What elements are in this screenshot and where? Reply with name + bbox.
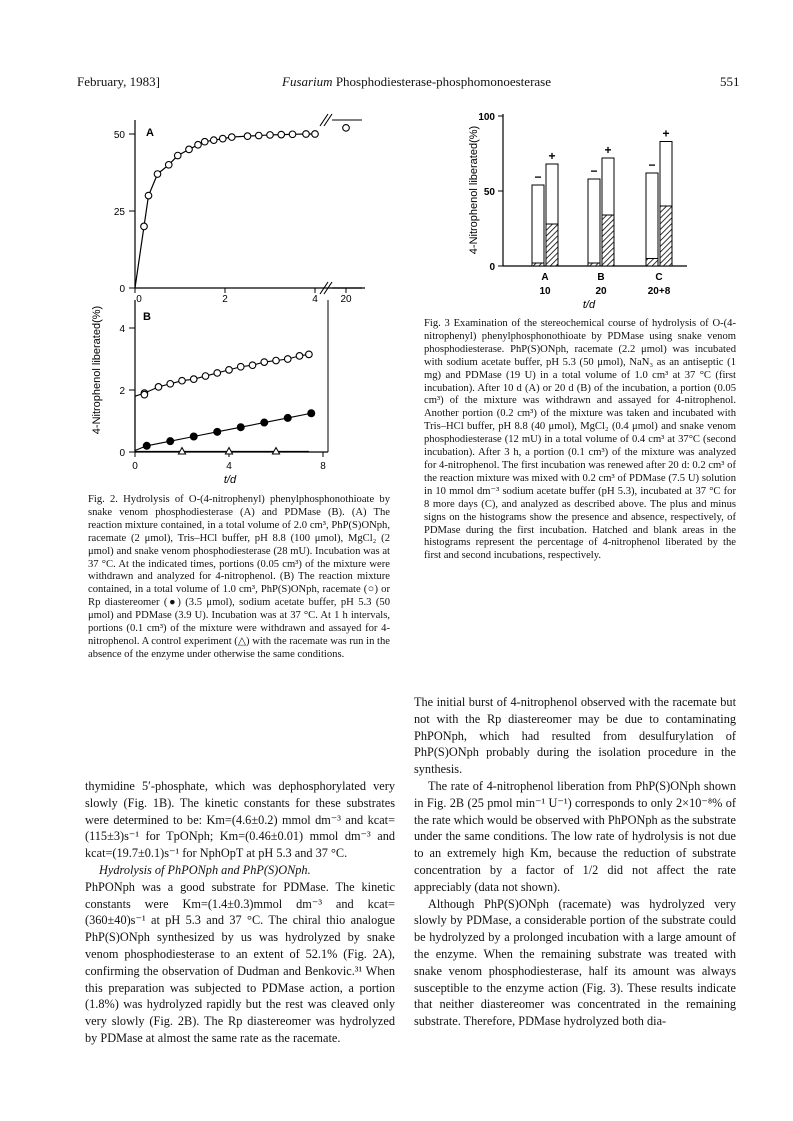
fig2-b-racemate-point	[226, 367, 233, 374]
fig3-bar-blank	[602, 158, 614, 215]
fig3-ylabel: 4-Nitrophenol liberated(%)	[468, 125, 480, 255]
fig3-group-days: 20+8	[647, 286, 671, 297]
fig2-b-racemate-point	[155, 384, 162, 391]
fig2-a-data-point	[165, 162, 172, 169]
figure-2	[80, 100, 440, 495]
left-paragraph-1: thymidine 5′-phosphate, which was dephosphorylated very slowly (Fig. 1B). The kinetic constants for these substrates were determined to be: Km=(4.6±0.2) mmol dm⁻³ and kcat=(115±3)s⁻¹ for TpONph; Km=(0.46±0.01) mmol dm⁻³ and kcat=(19.7±0.1)s⁻¹ for NphOpT at pH 5.3 and 37 °C.	[85, 779, 395, 861]
fig2-b-racemate-point	[284, 356, 291, 363]
fig2-b-racemate-point	[261, 359, 268, 366]
fig2-a-data-point	[145, 192, 152, 199]
fig2-b-ytick-label: 2	[119, 386, 125, 397]
fig2-b-racemate-point	[167, 381, 174, 388]
fig2-a-ytick-label: 0	[119, 284, 125, 295]
axis-break-slash	[324, 114, 332, 126]
fig2-b-control-point	[272, 448, 279, 454]
fig2-b-xtick-label: 4	[226, 461, 232, 472]
fig2-a-axis-break-top	[320, 114, 332, 126]
fig3-group-label: A	[541, 272, 549, 283]
fig3-bar-blank	[588, 179, 600, 263]
axis-break-slash	[320, 114, 328, 126]
running-header-title	[282, 74, 551, 90]
fig2-b-rp-point	[284, 414, 291, 421]
fig2-a-data-point	[154, 171, 161, 178]
fig2-a-data-point	[195, 141, 202, 148]
fig2-ylabel: 4-Nitrophenol liberated(%)	[91, 305, 103, 435]
fig2-b-racemate-point	[249, 362, 256, 369]
fig2-b-racemate-point	[141, 391, 148, 398]
fig3-caption: Fig. 3 Examination of the stereochemical course of hydrolysis of O-(4-nitrophenyl) phenylphosphonothioate by PDMase using snake venom phosphodiesterase. PhP(S)ONph, racemate (2.2 μmol) was incubated with sodium acetate buffer, pH 5.3 (50 μmol), NaN₃ as an antiseptic (1 mg) and PDMase (19 U) in a total volume of 1.0 cm³ at 37 °C (first incubation). After 10 d (A) or 20 d (B) of the incubation, a portion (0.05 cm³) of the mixture was withdrawn and assayed for 4-nitrophenol. Another portion (0.2 cm³) of the mixture was taken and incubated with Tris–HCl buffer, pH 8.8 (40 μmol), MgCl₂ (0.4 μmol) and snake venom phosphodiesterase (12 mU) in a total volume of 0.4 cm³ at 37°C (second incubation). After 3 h, a portion (0.1 cm³) of the mixture was analyzed for 4-nitrophenol. The first incubation was renewed after 20 d: 0.2 cm³ of the reaction mixture was mixed with 0.2 cm³ of PDMase (7.5 U) solution in 10 mmol dm⁻³ sodium acetate buffer (pH 5.3), incubated at 37 °C for 8 more days (C), and analyzed as described above. The plus and minus signs on the histograms show the presence and absence, respectively, of PDMase during the first incubation. Hatched and blank areas in the histograms represent the percentage of 4-nitrophenol liberated by the first and second incubations, respectively.	[424, 318, 736, 562]
figure-3	[455, 106, 755, 311]
right-paragraph-2: The rate of 4-nitrophenol liberation from PhP(S)ONph shown in Fig. 2B (25 pmol min⁻¹ U⁻¹) corresponds to only 2×10⁻⁸% of the rate which would be observed with PhPONph as the substrate under the same conditions. The low rate of hydrolysis is not due to an extremely high Km, because the reduction of substrate concentration by a factor of 1/2 did not affect the rate appreciably (data not shown).	[414, 778, 736, 894]
fig3-bar-hatched	[660, 206, 672, 266]
fig2-a-data-point	[267, 132, 274, 139]
fig3-plus-sign: +	[662, 126, 670, 141]
fig2-a-data-point	[174, 152, 181, 159]
fig2-b-xtick-label: 0	[132, 461, 138, 472]
page-number: 551	[720, 74, 740, 89]
fig3-minus-sign: −	[648, 158, 656, 172]
fig2-b-ytick-label: 0	[119, 448, 125, 459]
fig2-a-data-point	[228, 134, 235, 141]
fig2-a-xtick-label: 4	[312, 294, 318, 305]
fig3-bar-blank	[532, 185, 544, 263]
journal-italic: Fusarium	[282, 74, 333, 89]
fig2-a-data-point	[141, 223, 148, 230]
fig3-group-label: B	[597, 272, 605, 283]
fig2-a-data-point	[210, 137, 217, 144]
fig2-a-data-point	[289, 131, 296, 138]
fig2-a-xtick-label: 2	[222, 294, 228, 305]
fig2-b-rp-point	[190, 433, 197, 440]
fig2-a-data-point	[201, 138, 208, 145]
right-column-text	[414, 694, 736, 1030]
fig2-a-data-point	[343, 125, 350, 132]
fig3-plus-sign: +	[548, 149, 556, 163]
fig3-ytick-label: 50	[483, 187, 495, 198]
fig2-b-rp-point	[237, 424, 244, 431]
fig3-ytick-label: 100	[478, 112, 495, 123]
fig3-minus-sign: −	[534, 170, 542, 184]
left-column-text	[85, 778, 395, 1047]
journal-rest: Phosphodiesterase-phosphomonoesterase	[332, 74, 551, 89]
fig2-b-racemate-line	[135, 354, 309, 452]
fig2-a-data-point	[303, 131, 310, 138]
right-paragraph-3: Although PhP(S)ONph (racemate) was hydrolyzed very slowly by PDMase, a considerable portion of the substrate could be hydrolyzed by a prolonged incubation with a large amount of the enzyme. When the remaining substrate was treated with snake venom phosphodiesterase, half its amount was always susceptible to the enzyme action (Fig. 3). These results indicate that neither diastereomer was concentrated in the remaining substrate. Therefore, PDMase hydrolyzed both dia-	[414, 896, 736, 1029]
right-paragraph-1: The initial burst of 4-nitrophenol observed with the racemate but not with the Rp diastereomer may be due to contaminating PhPONph, which had resulted from desulfurylation of PhP(S)ONph probably during the isolation procedure in the synthesis.	[414, 695, 736, 777]
fig2-b-racemate-point	[202, 373, 209, 380]
fig3-bar-blank	[660, 142, 672, 207]
fig2-b-rp-point	[214, 428, 221, 435]
fig2-a-curve	[135, 134, 315, 288]
fig3-xlabel: t/d	[582, 299, 596, 311]
fig2-b-racemate-point	[190, 376, 197, 383]
fig3-bar-hatched	[646, 259, 658, 267]
fig2-b-control-point	[225, 448, 232, 454]
fig3-minus-sign: −	[590, 164, 598, 178]
fig2-panel-b-label: B	[143, 311, 151, 323]
fig2-caption: Fig. 2. Hydrolysis of O-(4-nitrophenyl) phenylphosphonothioate by snake venom phosphodiesterase (A) and PDMase (B). (A) The reaction mixture contained, in a total volume of 2.0 cm³, PhP(S)ONph, racemate (2 μmol), Tris–HCl buffer, pH 8.8 (100 μmol), MgCl₂ (2 μmol) and snake venom phosphodiesterase (28 mU). Incubation was at 37 °C. At the indicated times, portions (0.05 cm³) of the mixture were withdrawn and analyzed for 4-nitrophenol. (B) The reaction mixture contained, in a total volume of 1.0 cm³, PhP(S)ONph, racemate (○) or Rp diastereomer (●) (3.5 μmol), sodium acetate buffer, pH 5.3 (50 μmol) and PDMase (3.9 U). Incubation was at 37 °C. At 1 h intervals, portions (0.1 cm³) of the mixture were withdrawn and assayed for 4-nitrophenol. A control experiment (△) with the racemate was run in the absence of the enzyme under otherwise the same conditions.	[88, 494, 390, 660]
left-paragraph-2: PhPONph was a good substrate for PDMase. The kinetic constants were Km=(1.4±0.3)mmol dm⁻³ and kcat=(360±40)s⁻¹ at pH 5.3 and 37 °C. The chiral thio analogue PhP(S)ONph synthesized by us was hydrolyzed by snake venom phosphodiesterase to an extent of 52.1% (Fig. 2A), confirming the observation of Dudman and Benkovic.³¹ When this preparation was subjected to PDMase action, a portion (1.8%) was hydrolyzed rapidly but the rest was cleaved only very slowly (Fig. 2B). The Rp diastereomer was hydrolyzed by PDMase at almost the same rate as the racemate.	[85, 879, 395, 1045]
fig2-b-racemate-point	[214, 370, 221, 377]
fig2-a-data-point	[219, 135, 226, 142]
fig2-b-racemate-point	[296, 353, 303, 360]
fig2-b-control-point	[178, 448, 185, 454]
fig2-b-rp-point	[167, 438, 174, 445]
section-subheading: Hydrolysis of PhPONph and PhP(S)ONph.	[99, 862, 311, 877]
fig2-b-racemate-point	[273, 357, 280, 364]
fig3-group-days: 10	[539, 286, 551, 297]
fig3-bar-blank	[546, 164, 558, 224]
fig2-b-rp-point	[308, 410, 315, 417]
running-header-date: February, 1983]	[77, 74, 160, 89]
fig3-group-label: C	[655, 272, 663, 283]
fig2-a-xtick-label: 0	[136, 294, 142, 305]
fig2-b-rp-point	[143, 442, 150, 449]
fig2-b-rp-point	[261, 419, 268, 426]
fig2-b-racemate-point	[237, 363, 244, 370]
fig2-b-xtick-label: 8	[320, 461, 326, 472]
fig2-panel-a-label: A	[146, 127, 154, 139]
fig2-a-data-point	[278, 131, 285, 138]
fig2-a-data-point	[255, 132, 262, 139]
fig2-a-data-point	[244, 133, 251, 140]
fig3-bar-hatched	[602, 215, 614, 266]
fig3-ytick-label: 0	[489, 262, 495, 273]
fig3-bar-blank	[646, 173, 658, 259]
fig2-a-ytick-label: 25	[113, 207, 125, 218]
fig2-b-racemate-point	[306, 351, 313, 358]
fig2-b-ytick-label: 4	[119, 324, 125, 335]
fig3-plus-sign: +	[604, 143, 612, 157]
fig2-a-data-point	[186, 146, 193, 153]
fig2-b-racemate-point	[179, 377, 186, 384]
fig3-bar-hatched	[546, 224, 558, 266]
fig2-a-ytick-label: 50	[113, 130, 125, 141]
fig2-a-data-point	[312, 131, 319, 138]
fig3-group-days: 20	[595, 286, 607, 297]
fig2-xlabel: t/d	[223, 474, 237, 486]
fig2-a-xtick-label: 20	[340, 294, 352, 305]
